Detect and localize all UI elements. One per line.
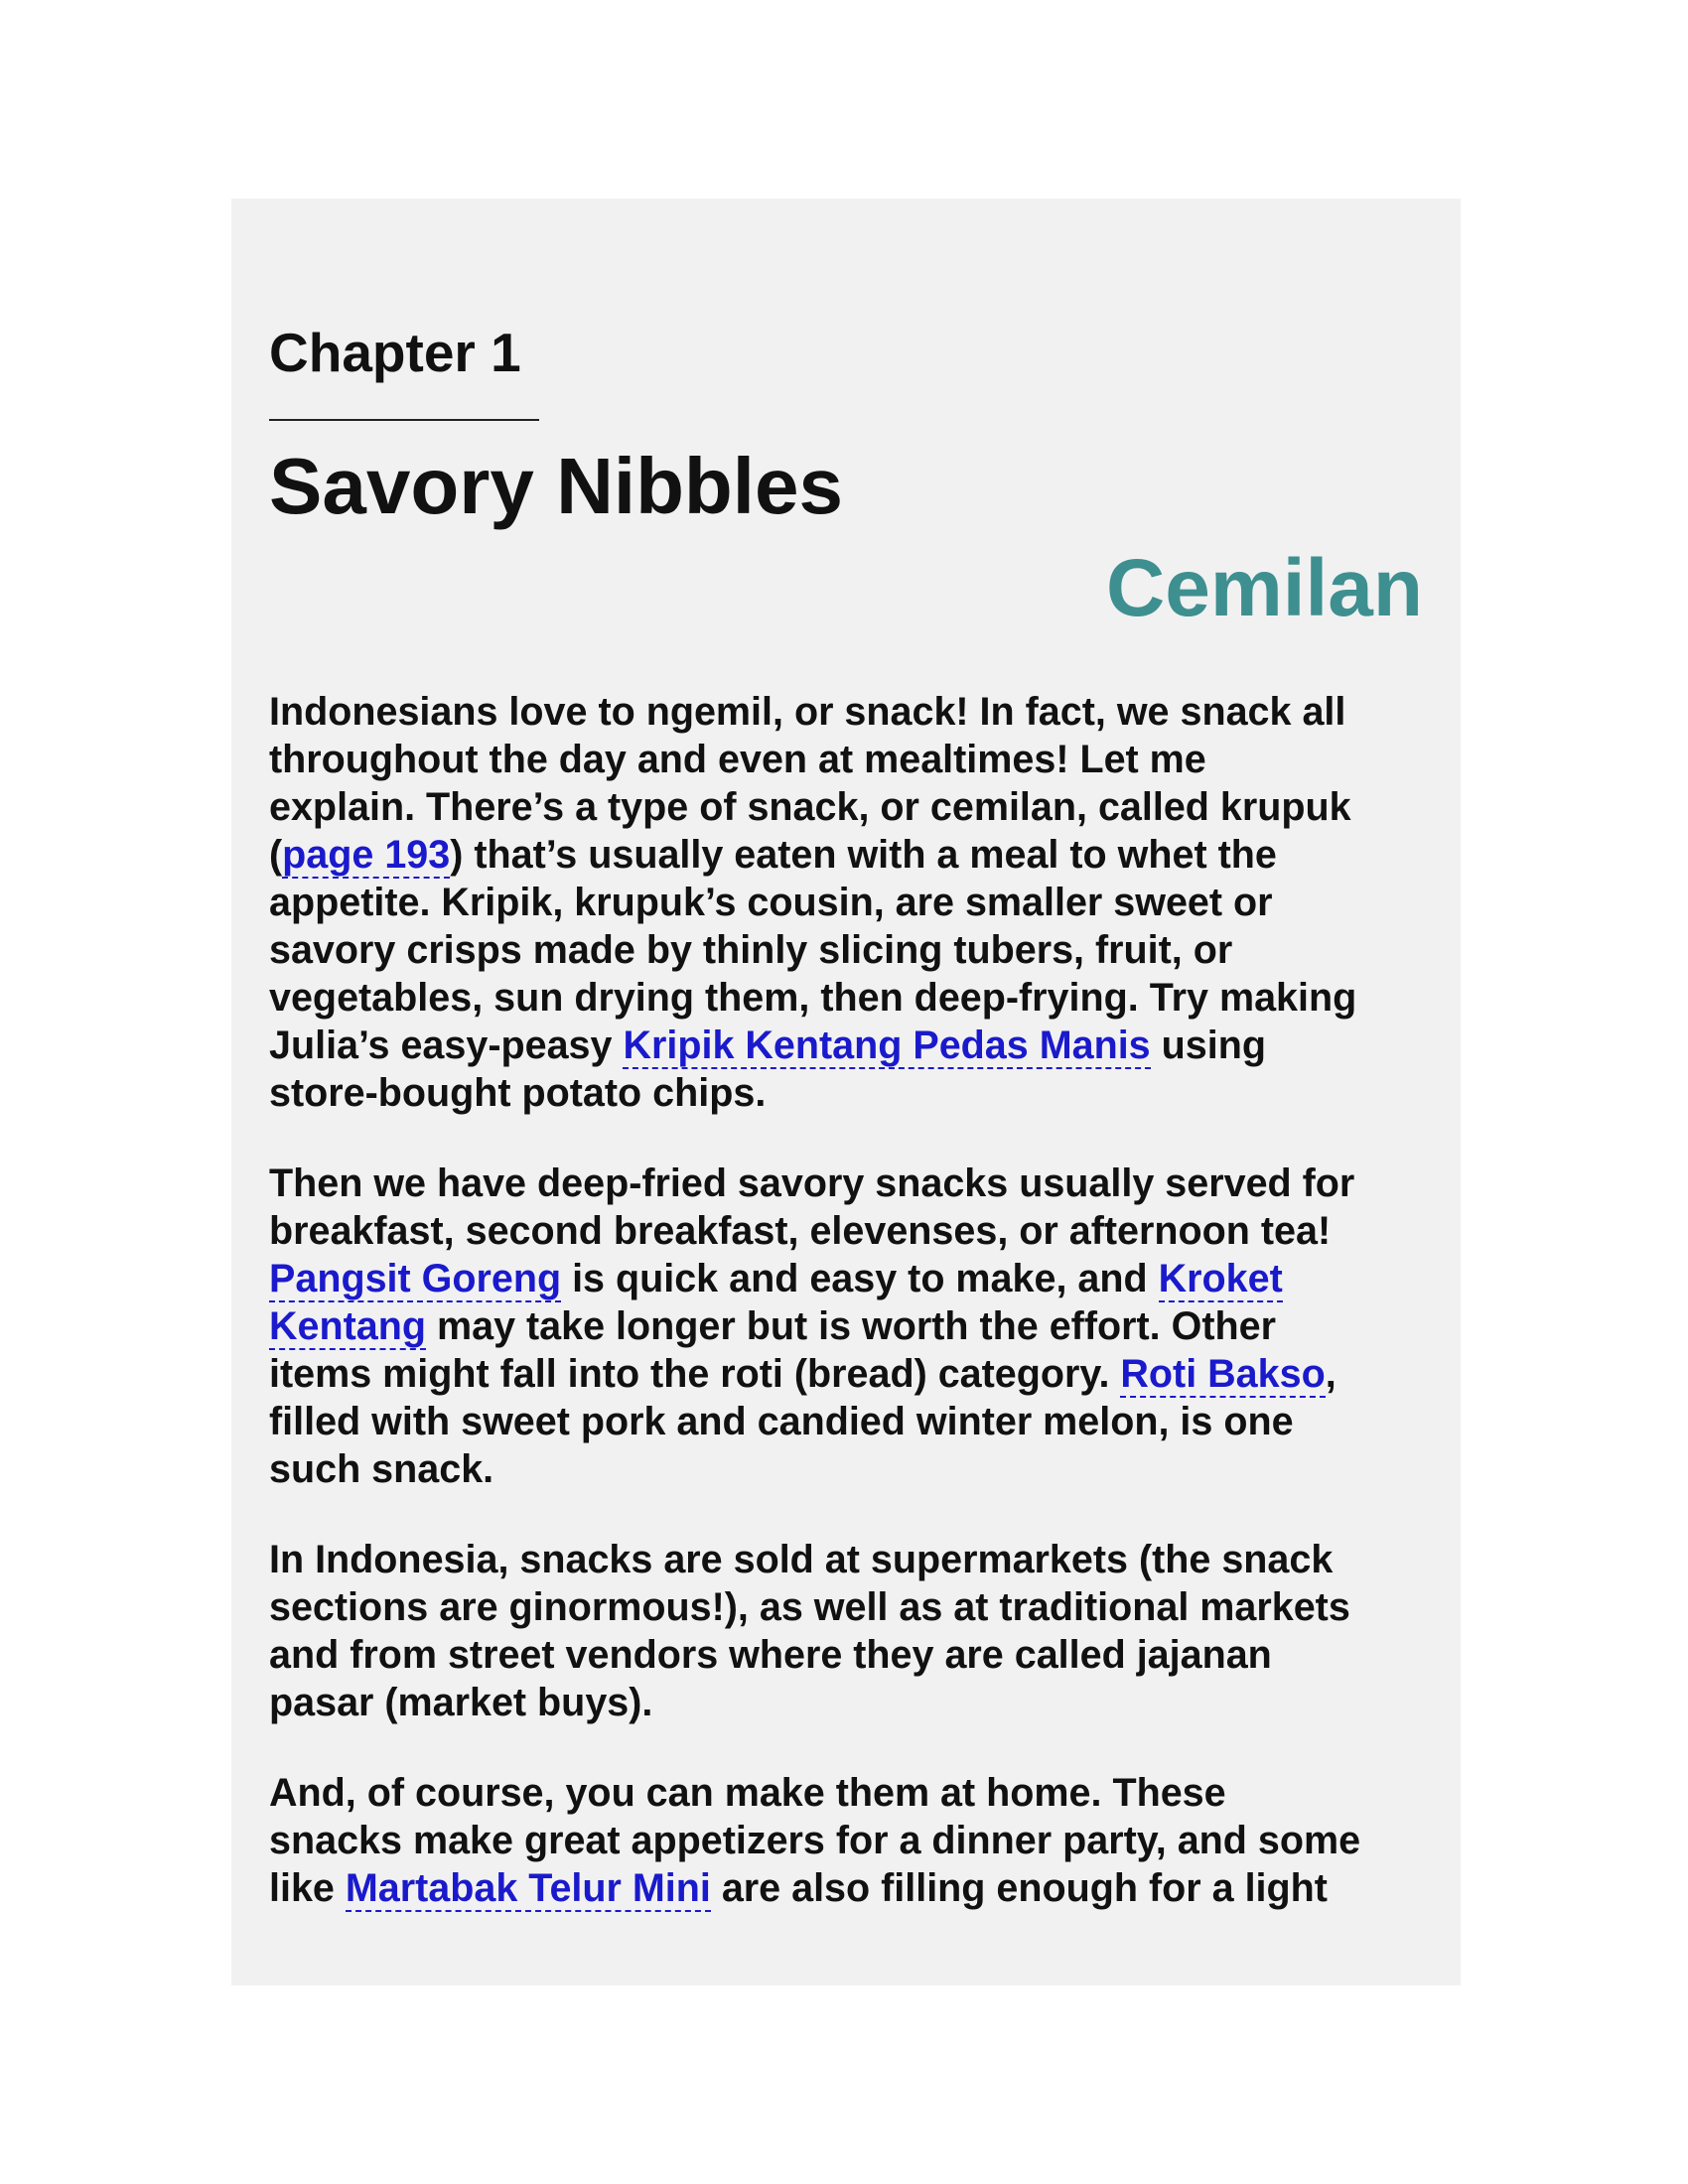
text-fragment: ) that’s usually eaten with a meal to whet the (450, 833, 1277, 877)
chapter-divider (269, 419, 539, 421)
text-fragment: is quick and easy to make, and (561, 1257, 1159, 1300)
link-kripik-kentang-pedas-manis[interactable]: Kripik Kentang Pedas Manis (623, 1024, 1151, 1067)
paragraph-home (269, 1769, 1423, 1912)
paragraph-markets (269, 1536, 1423, 1726)
link-kroket-kentang[interactable]: Kroket (1158, 1257, 1283, 1300)
text-line (269, 1255, 1423, 1302)
text-line: In Indonesia, snacks are sold at supermarkets (the snack (269, 1538, 1334, 1581)
paragraph-intro (269, 688, 1423, 1117)
text-line (269, 1350, 1423, 1398)
text-line: And, of course, you can make them at home. These (269, 1771, 1226, 1815)
link-roti-bakso[interactable]: Roti Bakso (1120, 1352, 1326, 1396)
link-kroket-kentang-cont[interactable]: Kentang (269, 1304, 426, 1348)
chapter-label: Chapter 1 (269, 322, 521, 383)
text-line: and from street vendors where they are called jajanan (269, 1633, 1272, 1677)
text-fragment: like (269, 1866, 346, 1910)
text-fragment: , (1325, 1352, 1336, 1396)
text-line (269, 831, 1423, 879)
text-line: savory crisps made by thinly slicing tubers, fruit, or (269, 928, 1233, 972)
text-line (269, 1864, 1423, 1912)
text-fragment: items might fall into the roti (bread) category. (269, 1352, 1121, 1396)
text-fragment: may take longer but is worth the effort. Other (426, 1304, 1276, 1348)
link-pangsit-goreng[interactable]: Pangsit Goreng (269, 1257, 562, 1300)
chapter-body (269, 688, 1423, 1955)
page-panel (231, 199, 1461, 1985)
chapter-title: Savory Nibbles (269, 442, 844, 530)
text-fragment: are also filling enough for a light (710, 1866, 1328, 1910)
text-line (269, 1302, 1423, 1350)
text-line: filled with sweet pork and candied winter melon, is one (269, 1400, 1294, 1443)
text-fragment: Julia’s easy-peasy (269, 1024, 624, 1067)
text-line: store-bought potato chips. (269, 1071, 767, 1115)
paragraph-fried-snacks (269, 1160, 1423, 1493)
text-line: such snack. (269, 1447, 494, 1491)
text-line: throughout the day and even at mealtimes! Let me (269, 738, 1206, 781)
text-line: explain. There’s a type of snack, or cemilan, called krupuk (269, 785, 1351, 829)
text-line: Indonesians love to ngemil, or snack! In fact, we snack all (269, 690, 1346, 734)
text-line: sections are ginormous!), as well as at traditional markets (269, 1585, 1350, 1629)
text-fragment: using (1150, 1024, 1266, 1067)
text-line: breakfast, second breakfast, elevenses, or afternoon tea! (269, 1209, 1332, 1253)
text-line: Then we have deep-fried savory snacks usually served for (269, 1161, 1355, 1205)
link-martabak-telur-mini[interactable]: Martabak Telur Mini (345, 1866, 711, 1910)
link-page-193[interactable]: page 193 (282, 833, 451, 877)
text-fragment: ( (269, 833, 283, 877)
text-line: vegetables, sun drying them, then deep-frying. Try making (269, 976, 1357, 1020)
text-line: snacks make great appetizers for a dinner party, and some (269, 1819, 1361, 1862)
text-line: appetite. Kripik, krupuk’s cousin, are smaller sweet or (269, 881, 1273, 924)
chapter-subtitle: Cemilan (1106, 543, 1423, 633)
text-line: pasar (market buys). (269, 1681, 653, 1724)
text-line (269, 1022, 1423, 1069)
